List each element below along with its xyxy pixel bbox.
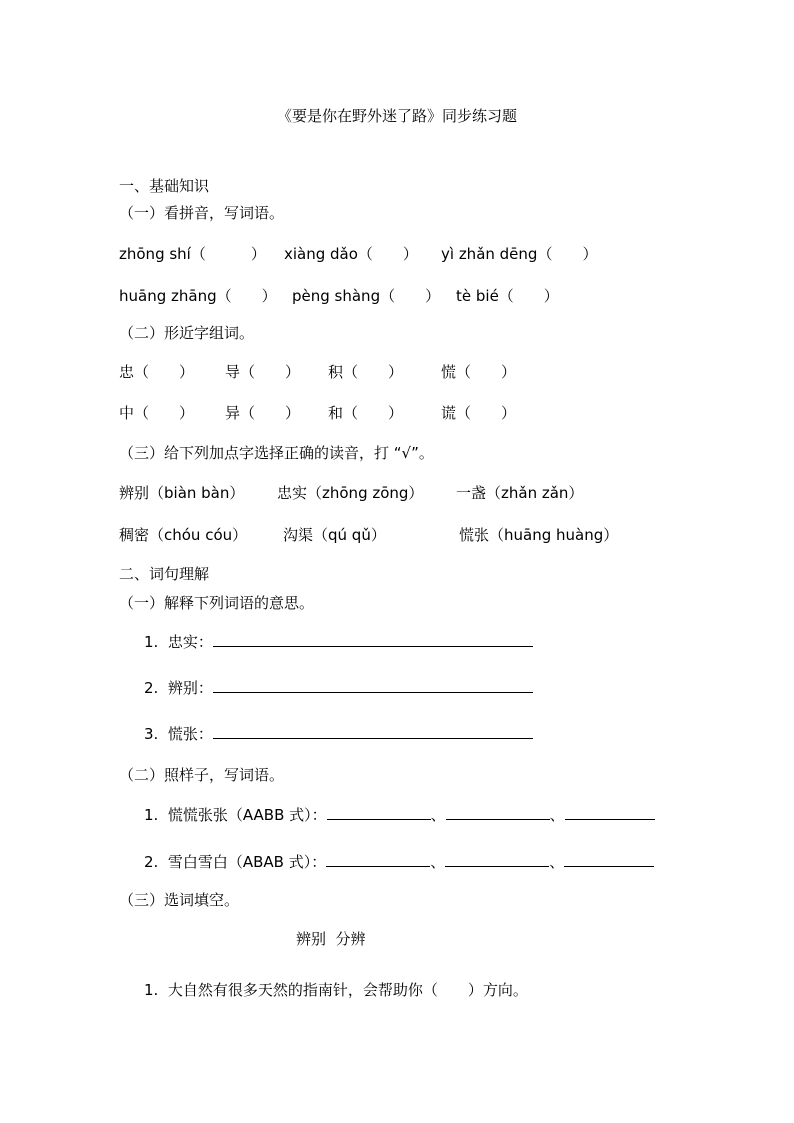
answer-blank[interactable] [564, 852, 654, 867]
pronunciation-item: 稠密（chóu cóu） [119, 526, 248, 544]
section-heading-comprehension: 二、词句理解 [119, 565, 210, 583]
answer-blank[interactable] [326, 852, 430, 867]
char-item: 导（ ） [225, 363, 301, 381]
explain-item-label: 2. 辨别： [144, 679, 213, 697]
pinyin-item: yì zhǎn dēng（ ） [441, 245, 598, 263]
answer-blank[interactable] [213, 678, 533, 693]
pronunciation-item: 一盏（zhǎn zǎn） [456, 484, 584, 502]
explain-item-label: 3. 慌张： [144, 725, 213, 743]
part-heading-pattern: （二）照样子，写词语。 [119, 766, 285, 784]
explain-item-label: 1. 忠实： [144, 633, 213, 651]
explain-item [144, 632, 533, 652]
answer-blank[interactable] [327, 805, 431, 820]
word-options: 辨别 分辨 [296, 930, 366, 948]
answer-blank[interactable] [445, 852, 549, 867]
part-heading-similar-chars: （二）形近字组词。 [119, 324, 255, 342]
part-heading-pinyin: （一）看拼音，写词语。 [119, 204, 285, 222]
char-item: 积（ ） [328, 363, 404, 381]
section-heading-basics: 一、基础知识 [119, 177, 210, 195]
pinyin-item: zhōng shí（ ） [119, 245, 266, 263]
blank-separator: 、 [549, 806, 565, 824]
part-heading-fill-in: （三）选词填空。 [119, 891, 240, 909]
pattern-item-label: 1. 慌慌张张（AABB 式）： [144, 806, 327, 824]
blank-separator: 、 [549, 853, 565, 871]
pronunciation-item: 沟渠（qú qǔ） [283, 526, 386, 544]
char-item: 中（ ） [119, 404, 195, 422]
blank-separator: 、 [430, 853, 446, 871]
answer-blank[interactable] [565, 805, 655, 820]
pattern-item [144, 805, 655, 825]
part-heading-pronunciation: （三）给下列加点字选择正确的读音，打 “√”。 [119, 444, 434, 462]
pronunciation-item: 慌张（huāng huàng） [459, 526, 619, 544]
answer-blank[interactable] [213, 632, 533, 647]
pronunciation-item: 忠实（zhōng zōng） [277, 484, 424, 502]
char-item: 异（ ） [225, 404, 301, 422]
char-item: 慌（ ） [441, 363, 517, 381]
pattern-item-label: 2. 雪白雪白（ABAB 式）： [144, 853, 327, 871]
char-item: 忠（ ） [119, 363, 195, 381]
page-title: 《要是你在野外迷了路》同步练习题 [276, 107, 517, 125]
pattern-item [144, 852, 654, 872]
pinyin-item: huāng zhāng（ ） [119, 287, 277, 305]
char-item: 谎（ ） [441, 404, 517, 422]
answer-blank[interactable] [446, 805, 550, 820]
pronunciation-item: 辨别（biàn bàn） [119, 484, 245, 502]
pinyin-item: xiàng dǎo（ ） [284, 245, 418, 263]
fill-in-item: 1. 大自然有很多天然的指南针，会帮助你（ ）方向。 [144, 981, 528, 999]
part-heading-explain: （一）解释下列词语的意思。 [119, 594, 315, 612]
blank-separator: 、 [430, 806, 446, 824]
char-item: 和（ ） [328, 404, 404, 422]
pinyin-item: tè bié（ ） [456, 287, 559, 305]
answer-blank[interactable] [213, 724, 533, 739]
explain-item [144, 678, 533, 698]
pinyin-item: pèng shàng（ ） [292, 287, 441, 305]
explain-item [144, 724, 533, 744]
